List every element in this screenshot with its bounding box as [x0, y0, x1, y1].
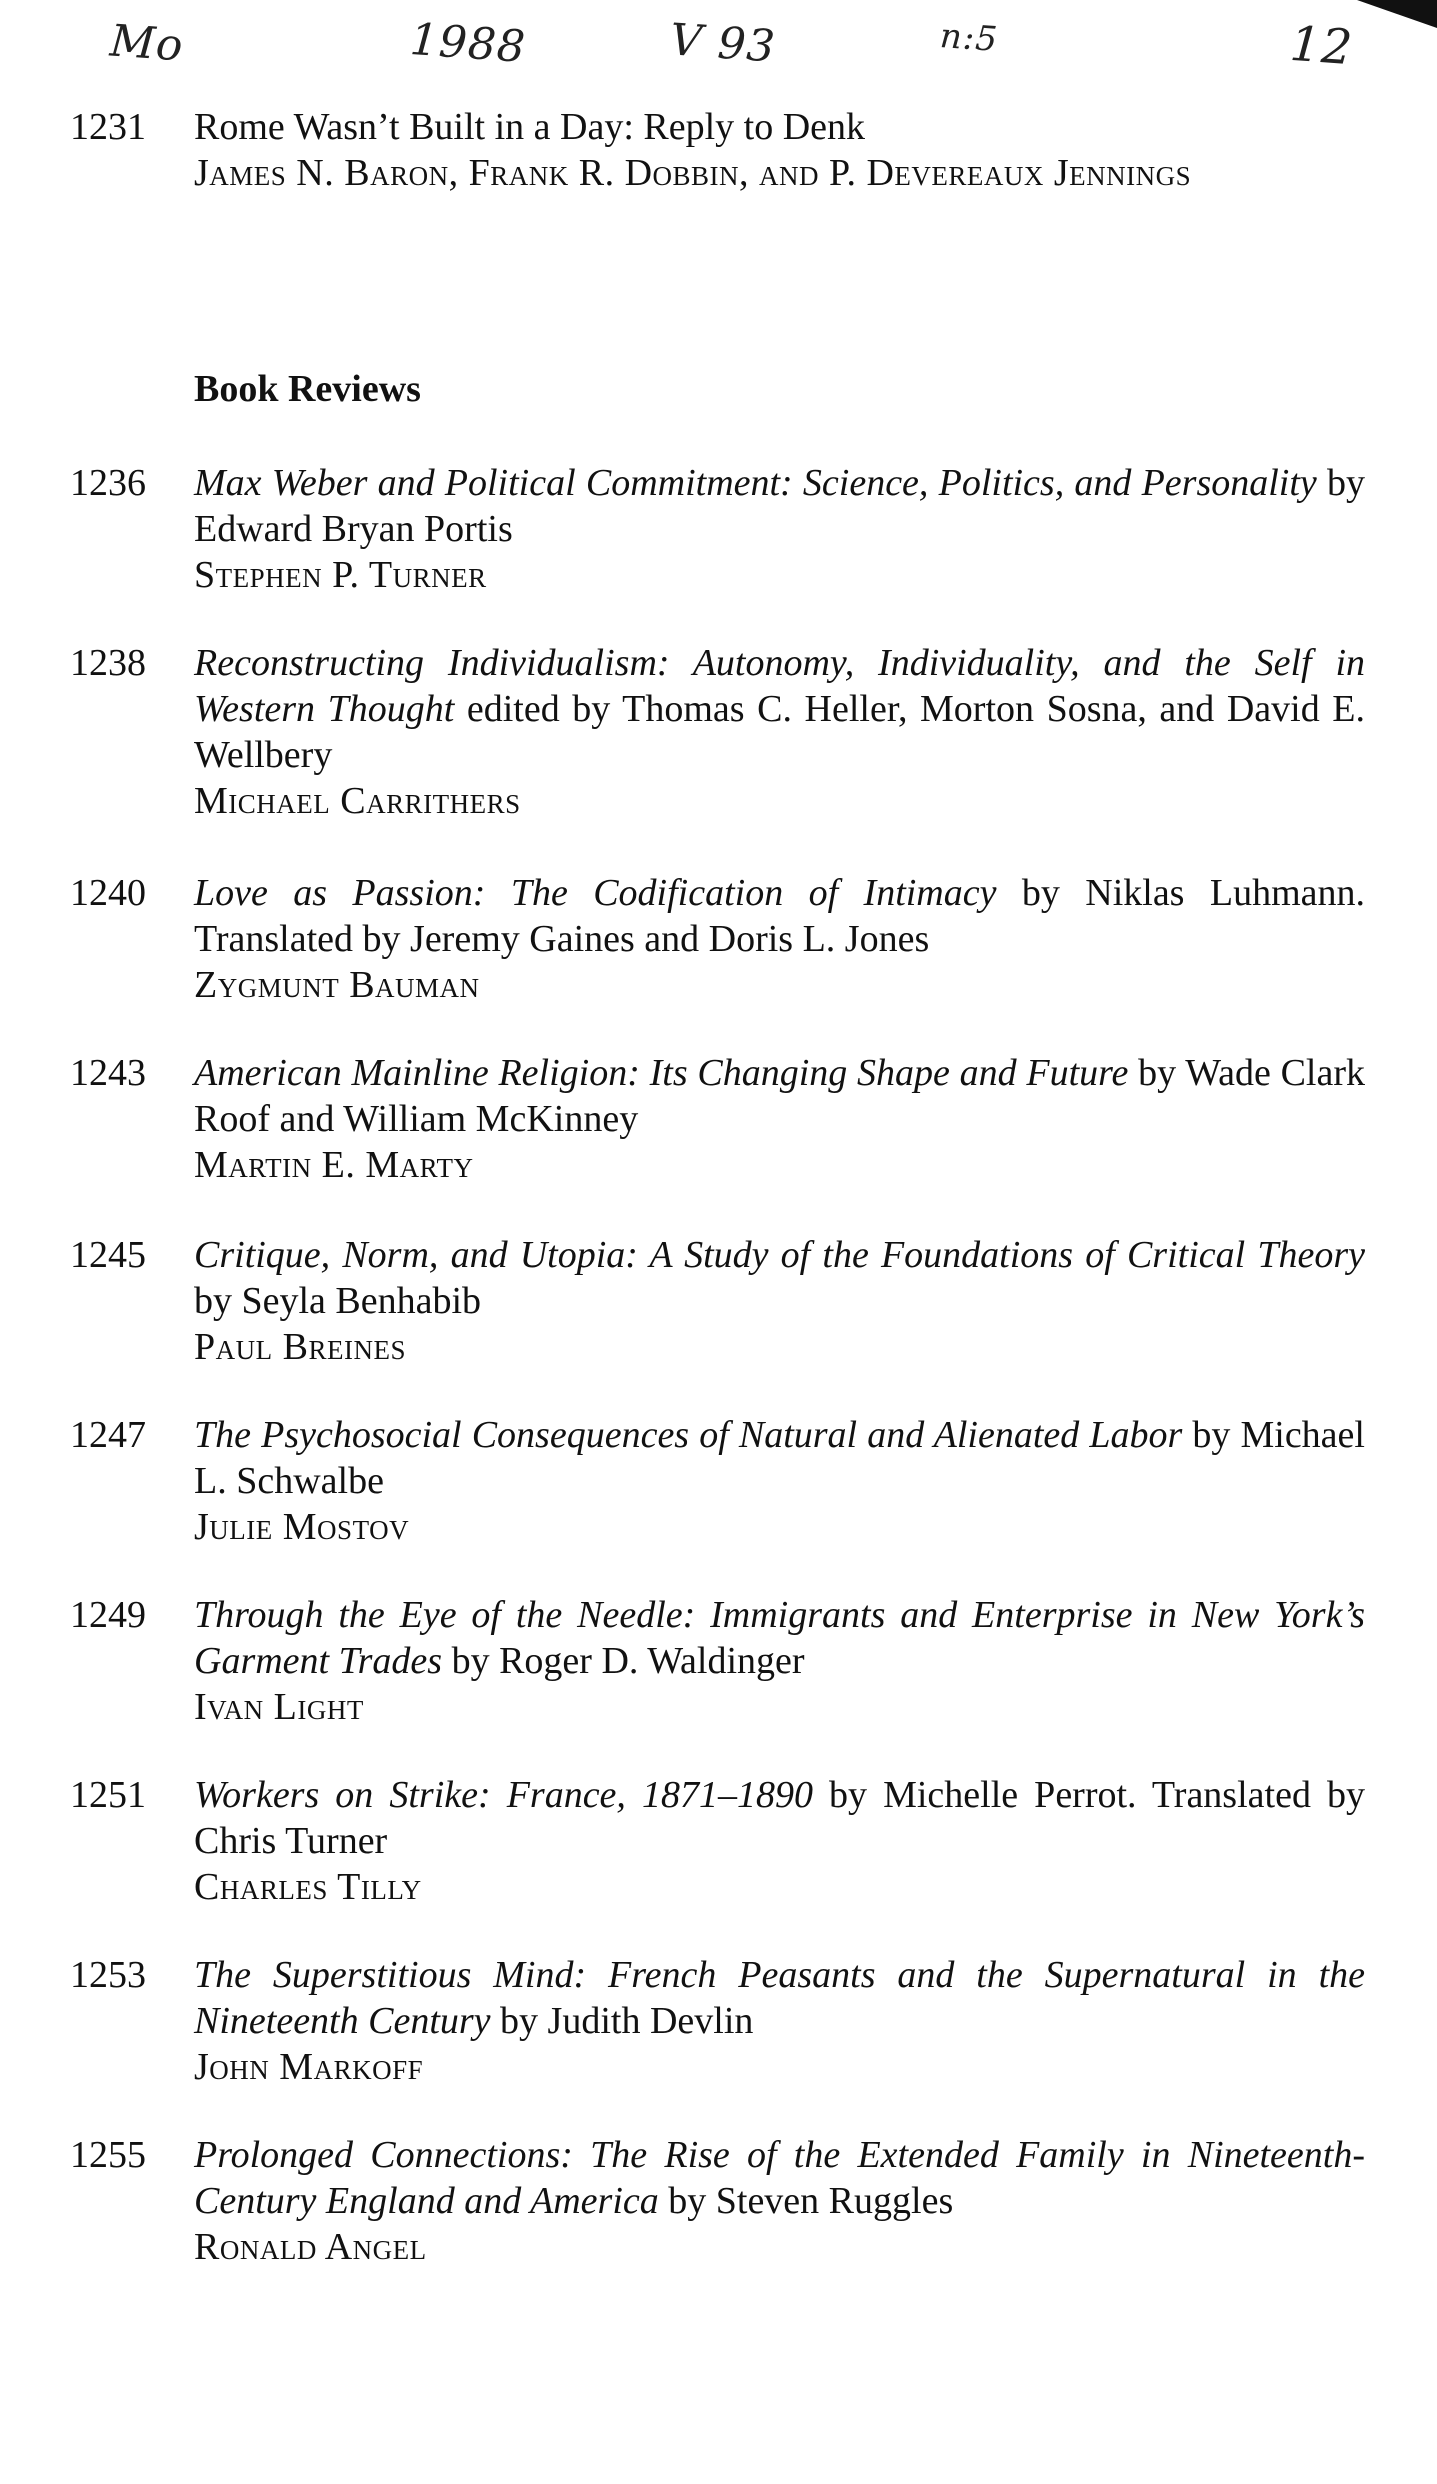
- reviewer-name: Charles Tilly: [194, 1866, 422, 1908]
- review-citation: [194, 1772, 1365, 1864]
- review-entry: [70, 870, 1365, 1008]
- handwriting-year: 1988: [408, 14, 528, 73]
- page-number: 1251: [70, 1774, 146, 1816]
- book-title: Love as Passion: The Codification of Intimacy: [194, 872, 997, 914]
- review-entry: [70, 1412, 1365, 1550]
- review-entry: [70, 1952, 1365, 2090]
- book-authors: by Edward Bryan Portis: [194, 462, 1365, 550]
- review-citation: [194, 1952, 1365, 2044]
- review-citation: [194, 2132, 1365, 2224]
- book-title: American Mainline Religion: Its Changing Shape and Future: [194, 1052, 1129, 1094]
- reviewer-name: Paul Breines: [194, 1326, 406, 1368]
- page-number: 1231: [70, 106, 146, 148]
- handwriting-journal: Mo: [108, 15, 186, 72]
- handwriting-volume: V 93: [668, 14, 778, 73]
- book-authors: edited by Thomas C. Heller, Morton Sosna, and David E. Wellbery: [194, 688, 1365, 776]
- page-number: 1249: [70, 1594, 146, 1636]
- book-title: Max Weber and Political Commitment: Science, Politics, and Personality: [194, 462, 1317, 504]
- page-number: 1253: [70, 1954, 146, 1996]
- page-number: 1243: [70, 1052, 146, 1094]
- reviewer-name: Martin E. Marty: [194, 1144, 474, 1186]
- book-authors: by Roger D. Waldinger: [442, 1640, 805, 1682]
- review-entry: [70, 2132, 1365, 2270]
- book-authors: by Michelle Perrot. Translated by Chris Turner: [194, 1774, 1365, 1862]
- section-title: Book Reviews: [194, 368, 421, 410]
- book-title: The Superstitious Mind: French Peasants and the Supernatural in the Nineteenth Century: [194, 1954, 1365, 2042]
- review-citation: [194, 460, 1365, 552]
- reviewer-name: Julie Mostov: [194, 1506, 410, 1548]
- review-entry: [70, 460, 1365, 598]
- review-entry: [70, 1592, 1365, 1730]
- handwriting-number: n:5: [938, 16, 1000, 60]
- review-citation: [194, 1592, 1365, 1684]
- review-entry: [70, 1232, 1365, 1370]
- reviewer-name: John Markoff: [194, 2046, 424, 2088]
- book-title: Prolonged Connections: The Rise of the Extended Family in Nineteenth-Century England and America: [194, 2134, 1365, 2222]
- review-citation: [194, 640, 1365, 778]
- book-authors: by Steven Ruggles: [658, 2180, 954, 2222]
- review-citation: [194, 870, 1365, 962]
- book-authors: by Michael L. Schwalbe: [194, 1414, 1365, 1502]
- book-title: The Psychosocial Consequences of Natural and Alienated Labor: [194, 1414, 1183, 1456]
- review-citation: [194, 1050, 1365, 1142]
- reviewer-name: Stephen P. Turner: [194, 554, 487, 596]
- reviewer-name: Zygmunt Bauman: [194, 964, 480, 1006]
- review-citation: [194, 1232, 1365, 1324]
- reviewer-name: Michael Carrithers: [194, 780, 521, 822]
- page-number: 1240: [70, 872, 146, 914]
- handwriting-count: 12: [1288, 15, 1355, 77]
- page-number: 1238: [70, 642, 146, 684]
- book-title: Reconstructing Individualism: Autonomy, Individuality, and the Self in Western Thought: [194, 642, 1365, 730]
- book-authors: by Judith Devlin: [490, 2000, 754, 2042]
- review-entry: [70, 640, 1365, 824]
- book-title: Critique, Norm, and Utopia: A Study of the Foundations of Critical Theory: [194, 1234, 1365, 1276]
- book-authors: by Seyla Benhabib: [194, 1280, 482, 1322]
- handwritten-annotation: [108, 14, 1380, 78]
- book-title: Through the Eye of the Needle: Immigrants and Enterprise in New York’s Garment Trades: [194, 1594, 1365, 1682]
- book-authors: by Niklas Luhmann. Translated by Jeremy Gaines and Doris L. Jones: [194, 872, 1365, 960]
- page-number: 1247: [70, 1414, 146, 1456]
- reviewer-name: Ronald Angel: [194, 2226, 427, 2268]
- book-title: Workers on Strike: France, 1871–1890: [194, 1774, 813, 1816]
- page-number: 1255: [70, 2134, 146, 2176]
- entry-title: Rome Wasn’t Built in a Day: Reply to Denk: [194, 106, 866, 148]
- page-number: 1236: [70, 462, 146, 504]
- review-entry: [70, 1772, 1365, 1910]
- toc-entry: [70, 104, 1365, 196]
- reviewer-name: Ivan Light: [194, 1686, 364, 1728]
- review-citation: [194, 1412, 1365, 1504]
- page-number: 1245: [70, 1234, 146, 1276]
- entry-authors: James N. Baron, Frank R. Dobbin, and P. Devereaux Jennings: [194, 152, 1192, 194]
- review-entry: [70, 1050, 1365, 1188]
- book-authors: by Wade Clark Roof and William McKinney: [194, 1052, 1365, 1140]
